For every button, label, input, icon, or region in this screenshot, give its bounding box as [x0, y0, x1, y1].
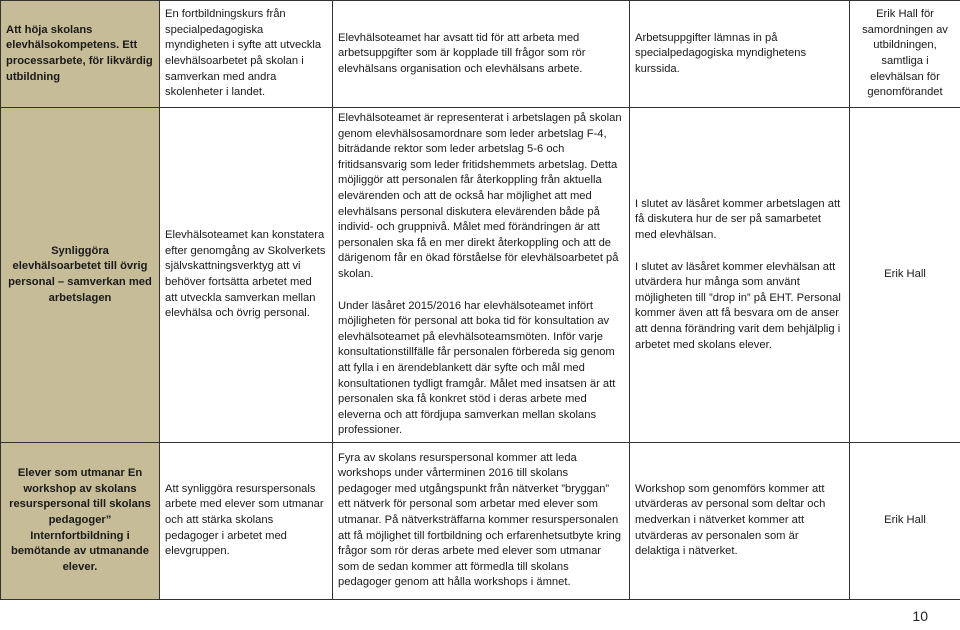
actions-cell: [333, 442, 630, 599]
responsible-cell: [850, 442, 960, 599]
responsible-text: Erik Hall för samordningen av utbildningen, samtliga i elevhälsan för genomförandet: [862, 8, 948, 99]
follow-up-text: Arbetsuppgifter lämnas in på specialpedagogiska myndighetens kurssida.: [635, 31, 807, 75]
analysis-text: Att synliggöra resurspersonals arbete med elever som utmanar och att stärka skolans pedagoger i arbetet med elevgruppen.: [165, 482, 324, 558]
follow-up-text: I slutet av läsåret kommer elevhälsan att utvärdera hur många som använt möjligheten till ”drop in” på EHT. Personal kommer även att få besvara om de anser att denna förändring varit dem behjälplig i arbetet med skolans elever.: [635, 260, 841, 351]
analysis-cell: [160, 108, 333, 443]
goal-text: Elever som utmanar En workshop av skolans resurspersonal till skolans pedagoger” Internfortbildning i bemötande av utmanande elever.: [9, 467, 151, 573]
follow-up-text: I slutet av läsåret kommer arbetslagen att få diskutera hur de ser på samarbetet med elevhälsan.: [635, 197, 841, 241]
table-row: [1, 108, 960, 443]
responsible-text: Erik Hall: [884, 268, 926, 281]
table-row: [1, 1, 960, 108]
goal-cell: [1, 442, 160, 599]
analysis-text: En fortbildningskurs från specialpedagogiska myndigheten i syfte att utveckla elevhälsoarbetet på skolan i samverkan med andra skolenheter i landet.: [165, 8, 322, 99]
goal-cell: [1, 1, 160, 108]
responsible-text: Erik Hall: [884, 514, 926, 527]
follow-up-cell: [630, 442, 850, 599]
actions-text: Elevhälsoteamet har avsatt tid för att arbeta med arbetsuppgifter som är kopplade till frågor som rör elevhälsans organisation och elevhälsans arbete.: [338, 31, 586, 75]
responsible-cell: [850, 108, 960, 443]
follow-up-cell: [630, 1, 850, 108]
follow-up-cell: [630, 108, 850, 443]
follow-up-text: Workshop som genomförs kommer att utvärderas av personal som deltar och medverkan i nätverket kommer att utvärderas av personalen som är delaktiga i nätverket.: [635, 482, 826, 558]
actions-text: Under läsåret 2015/2016 har elevhälsoteamet infört möjligheten för personal att boka tid för konsultation av elevhälsoteamet på elevhälsoteamsmöten. Inför varje konsultationstillfälle får personalen förbereda sig genom att fylla i en ärendeblankett där syfte och mål med konsultationen tydligt framgår. Målet med insatsen är att personalen ska få konkret stöd i deras arbete med eleverna och att fördjupa samverkan mellan skolans professioner.: [338, 299, 616, 437]
actions-text: Elevhälsoteamet är representerat i arbetslagen på skolan genom elevhälsosamordnare som leder arbetslag F-4, biträdande rektor som leder arbetslag 5-6 och fritidsansvarig som leder fritidshemmets arbetslag. Detta möjliggör att personalen får återkoppling från aktuella elevärenden och att de också har möjlighet att med elevhälsans personal diskutera elevärenden både på individ- och gruppnivå. Målet med förändringen är att personalen ska få en mer direkt återkoppling och att de därigenom får en ökad förståelse för elevhälsoarbetet på skolan.: [338, 112, 622, 280]
page-number: 10: [912, 608, 928, 624]
actions-text: Fyra av skolans resurspersonal kommer att leda workshops under vårterminen 2016 till skolans pedagoger med utgångspunkt från nätverket ”bryggan” ett nätverk för personal som arbetar med elever som utmanar. På nätverksträffarna kommer resurspersonalen att få möjlighet till fortbildning och erfarenhetsutbyte kring frågor som rör deras arbete med elever som utmanar som de sedan kommer att förmedla till skolans pedagoger genom att hålla workshops i ämnet.: [338, 451, 621, 589]
goal-cell: [1, 108, 160, 443]
analysis-text: Elevhälsoteamet kan konstatera efter genomgång av Skolverkets självskattningsverktyg att vi behöver fortsätta arbetet med att utveckla samverkan mellan elevhälsa och övrig personal.: [165, 229, 326, 320]
analysis-cell: [160, 442, 333, 599]
goal-text: Att höja skolans elevhälsokompetens. Ett processarbete, för likvärdig utbildning: [6, 23, 153, 83]
analysis-cell: [160, 1, 333, 108]
actions-cell: [333, 1, 630, 108]
responsible-cell: [850, 1, 960, 108]
goal-text: Synliggöra elevhälsoarbetet till övrig personal – samverkan med arbetslagen: [8, 244, 152, 304]
actions-cell: [333, 108, 630, 443]
table-row: [1, 442, 960, 599]
